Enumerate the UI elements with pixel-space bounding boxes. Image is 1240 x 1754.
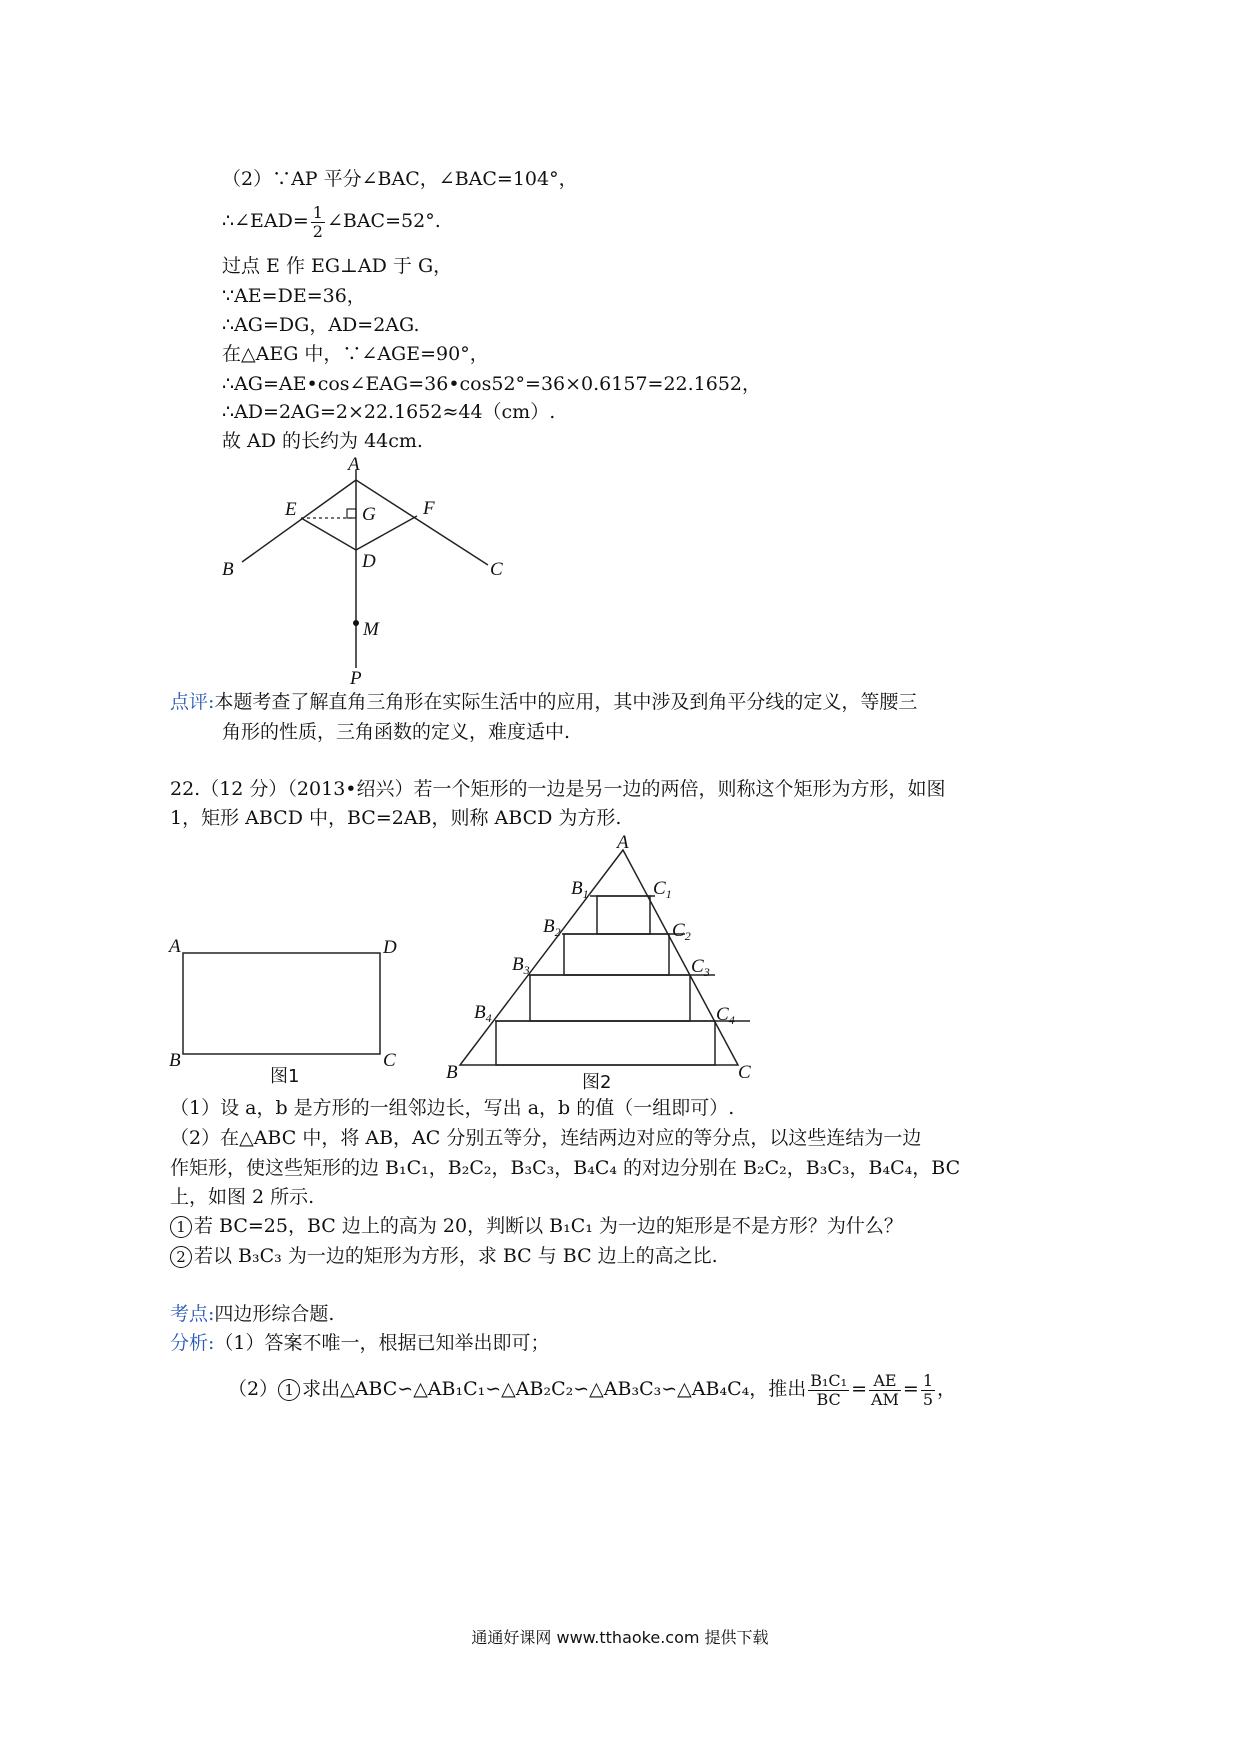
fenxi-line-2-text: 求出△ABC∽△AB₁C₁∽△AB₂C₂∽△AB₃C₃∽△AB₄C₄，推出 bbox=[302, 1378, 807, 1400]
tri-label-C3 bbox=[691, 956, 710, 979]
rectangle-4 bbox=[496, 1021, 715, 1065]
label-G: G bbox=[362, 504, 376, 525]
equals-1: = bbox=[851, 1378, 867, 1400]
rectangle-1 bbox=[597, 896, 650, 934]
rect-label-B: B bbox=[169, 1050, 181, 1071]
rect-label-A: A bbox=[169, 936, 181, 957]
tri-label-B3-letter: B bbox=[512, 954, 524, 975]
tri-label-B1-letter: B bbox=[571, 878, 583, 899]
solution-line-3: 过点 E 作 EG⊥AD 于 G， bbox=[222, 255, 453, 277]
fenxi-line-2 bbox=[228, 1366, 956, 1412]
fraction-b1c1-bc bbox=[808, 1372, 849, 1409]
fenxi-line-2-prefix: （2） bbox=[228, 1378, 279, 1400]
fraction-1-denominator: BC bbox=[816, 1389, 841, 1409]
tri-label-B: B bbox=[446, 1062, 458, 1083]
label-C: C bbox=[490, 559, 503, 580]
segment-ED bbox=[301, 518, 356, 550]
tri-label-C1-sub: 1 bbox=[665, 887, 672, 901]
figure-1-rectangle bbox=[160, 930, 420, 1090]
fenxi-line-2-tail: ， bbox=[937, 1378, 957, 1400]
comment-line-2: 角形的性质，三角函数的定义，难度适中. bbox=[222, 721, 571, 743]
fenxi-line-1 bbox=[170, 1331, 550, 1355]
tri-label-B2 bbox=[543, 916, 561, 939]
equals-2: = bbox=[902, 1378, 919, 1400]
rectangle-ABCD bbox=[183, 953, 380, 1054]
question-1: （1）设 a，b 是方形的一组邻边长，写出 a，b 的值（一组即可）. bbox=[170, 1097, 735, 1119]
geometry-figure-bisector bbox=[210, 455, 530, 695]
fraction-numerator: 1 bbox=[312, 202, 323, 222]
label-A: A bbox=[348, 455, 360, 475]
tri-label-C1 bbox=[653, 878, 672, 901]
question-2-line-1: （2）在△ABC 中，将 AB，AC 分别五等分，连结两边对应的等分点，以这些连结为一边 bbox=[170, 1127, 922, 1149]
question-2-line-2: 作矩形，使这些矩形的边 B₁C₁，B₂C₂，B₃C₃，B₄C₄ 的对边分别在 B₂C₂，B₃C₃，B₄C₄，BC bbox=[170, 1157, 961, 1179]
question-2-sub-1 bbox=[170, 1214, 903, 1238]
solution-line-8: ∴AD=2AG=2×22.1652≈44（cm）. bbox=[222, 401, 556, 423]
tri-label-C2-letter: C bbox=[672, 920, 685, 941]
fraction-denominator: 2 bbox=[312, 221, 323, 241]
rectangle-3 bbox=[530, 975, 690, 1021]
kaodian-tag: 考点: bbox=[170, 1303, 215, 1325]
tri-label-B1-sub: 1 bbox=[582, 887, 589, 901]
page-footer: 通通好课网 www.tthaoke.com 提供下载 bbox=[471, 1628, 769, 1647]
figure-2-triangle bbox=[440, 830, 760, 1095]
fraction-ae-am bbox=[869, 1372, 901, 1409]
solution-line-5: ∴AG=DG，AD=2AG. bbox=[222, 314, 420, 336]
fenxi-text-1: （1）答案不唯一，根据已知举出即可； bbox=[214, 1332, 550, 1354]
tri-label-C4 bbox=[716, 1004, 735, 1027]
tri-label-B1 bbox=[571, 878, 589, 901]
tri-label-B2-letter: B bbox=[543, 916, 555, 937]
solution-line-9: 故 AD 的长约为 44cm. bbox=[222, 430, 423, 452]
circled-number-1: 1 bbox=[170, 1216, 192, 1238]
tri-label-B4 bbox=[474, 1002, 492, 1025]
solution-line-6: 在△AEG 中，∵∠AGE=90°， bbox=[222, 343, 489, 365]
comment-line-1 bbox=[170, 690, 917, 714]
question-2-sub-2 bbox=[170, 1244, 718, 1268]
tri-label-B4-letter: B bbox=[474, 1002, 486, 1023]
solution-line-7: ∴AG=AE•cos∠EAG=36•cos52°=36×0.6157=22.1652， bbox=[222, 373, 762, 395]
tri-label-C2-sub: 2 bbox=[684, 929, 691, 943]
comment-text-1: 本题考查了解直角三角形在实际生活中的应用，其中涉及到角平分线的定义，等腰三 bbox=[214, 691, 918, 713]
problem-22-line-2: 1，矩形 ABCD 中，BC=2AB，则称 ABCD 为方形. bbox=[170, 807, 622, 829]
fraction-3-numerator: 1 bbox=[922, 1370, 934, 1390]
label-E: E bbox=[285, 499, 297, 520]
tri-label-A: A bbox=[617, 832, 629, 853]
solution-line-4: ∵AE=DE=36， bbox=[222, 285, 366, 307]
circled-number-2: 2 bbox=[170, 1246, 192, 1268]
figure-1-caption: 图1 bbox=[270, 1066, 300, 1087]
solution-line-2 bbox=[222, 200, 441, 242]
tri-label-C: C bbox=[738, 1062, 751, 1083]
fraction-2-denominator: AM bbox=[870, 1389, 899, 1409]
point-M-dot bbox=[353, 620, 359, 626]
fraction-3-denominator: 5 bbox=[922, 1389, 934, 1409]
label-M: M bbox=[363, 619, 379, 640]
comment-tag: 点评: bbox=[170, 691, 215, 713]
tri-label-B3 bbox=[512, 954, 530, 977]
tri-label-C1-letter: C bbox=[653, 878, 666, 899]
kaodian-text: 四边形综合题. bbox=[214, 1303, 335, 1325]
question-2-line-3: 上，如图 2 所示. bbox=[170, 1186, 315, 1208]
tri-label-C3-sub: 3 bbox=[703, 965, 710, 979]
circled-number-1-analysis: 1 bbox=[278, 1379, 300, 1401]
question-2-sub-2-text: 若以 B₃C₃ 为一边的矩形为方形，求 BC 与 BC 边上的高之比. bbox=[194, 1245, 718, 1267]
segment-AC-side bbox=[356, 480, 488, 565]
tri-label-C4-sub: 4 bbox=[728, 1013, 735, 1027]
question-2-sub-1-text: 若 BC=25，BC 边上的高为 20，判断以 B₁C₁ 为一边的矩形是不是方形？为什么？ bbox=[194, 1215, 903, 1237]
solution-line-2-prefix: ∴∠EAD= bbox=[222, 210, 309, 232]
right-angle-marker bbox=[347, 509, 356, 518]
tri-label-B4-sub: 4 bbox=[485, 1011, 492, 1025]
solution-line-1: （2）∵AP 平分∠BAC，∠BAC=104°， bbox=[222, 168, 578, 190]
tri-label-B3-sub: 3 bbox=[523, 963, 530, 977]
tri-label-C2 bbox=[672, 920, 691, 943]
rectangle-2 bbox=[564, 934, 669, 975]
kaodian-line bbox=[170, 1302, 334, 1326]
label-F: F bbox=[423, 498, 435, 519]
tri-label-B2-sub: 2 bbox=[554, 925, 561, 939]
problem-22-line-1: 22.（12 分）（2013•绍兴）若一个矩形的一边是另一边的两倍，则称这个矩形为方形，如图 bbox=[170, 778, 946, 800]
fraction-one-fifth bbox=[921, 1372, 935, 1409]
label-P: P bbox=[350, 668, 362, 689]
fraction-2-numerator: AE bbox=[869, 1372, 901, 1391]
tri-label-C4-letter: C bbox=[716, 1004, 729, 1025]
segment-BF-side bbox=[242, 480, 356, 562]
label-D: D bbox=[362, 551, 376, 572]
label-B: B bbox=[222, 559, 234, 580]
rect-label-D: D bbox=[383, 937, 397, 958]
fenxi-tag: 分析: bbox=[170, 1332, 215, 1354]
tri-label-C3-letter: C bbox=[691, 956, 704, 977]
solution-line-2-suffix: ∠BAC=52°. bbox=[326, 210, 441, 232]
figure-2-caption: 图2 bbox=[582, 1072, 612, 1093]
fraction-half bbox=[311, 204, 325, 241]
rect-label-C: C bbox=[383, 1050, 396, 1071]
fraction-1-numerator: B₁C₁ bbox=[810, 1370, 848, 1390]
